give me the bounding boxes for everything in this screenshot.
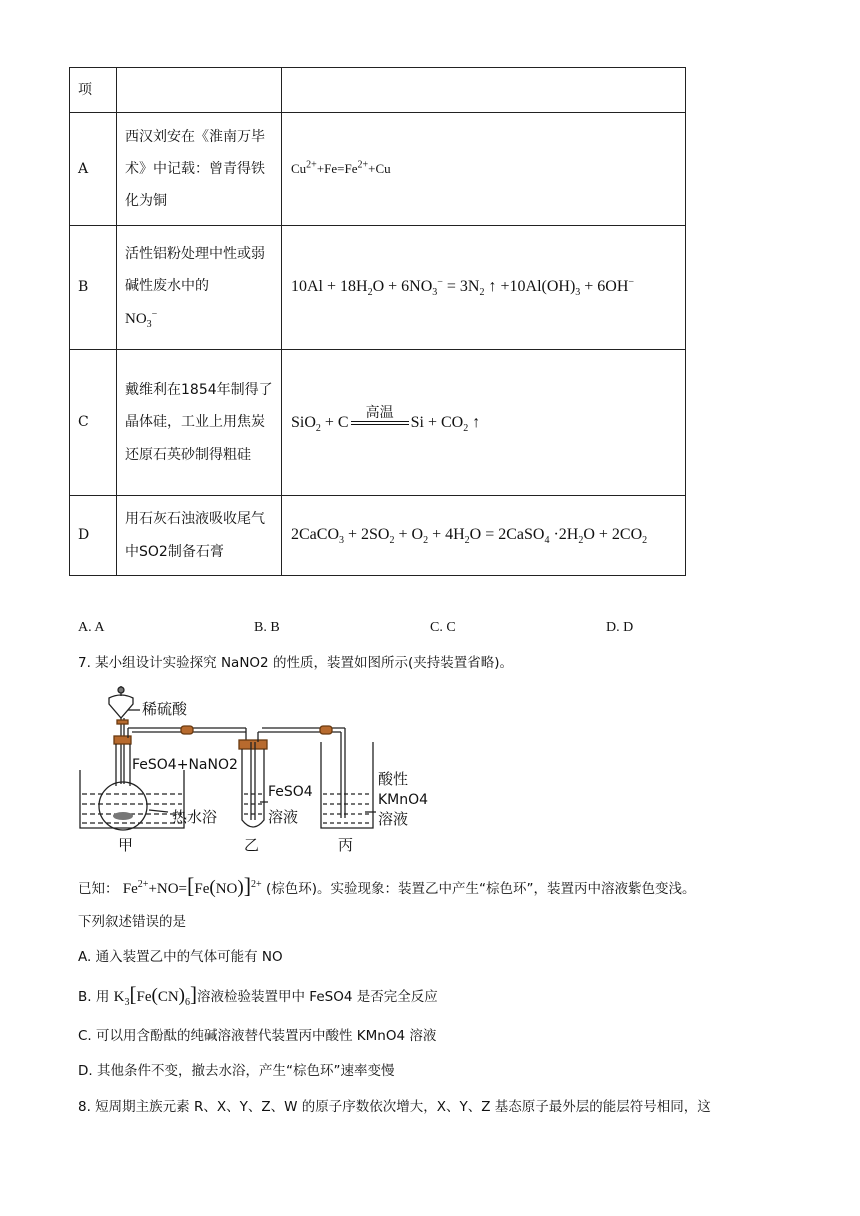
header-item-cell: 项 [70, 68, 117, 113]
table-row-b [70, 226, 686, 350]
known-suffix: (棕色环)。实验现象：装置乙中产生“棕色环”，装置丙中溶液紫色变浅。 [265, 881, 696, 897]
q7-option-b[interactable] [78, 982, 438, 1007]
row-b-label: B [70, 226, 117, 350]
option-b-suffix: 溶液检验装置甲中 FeSO4 是否完全反应 [197, 989, 438, 1005]
row-c-equation: SiO$_2$ + C 高温 $Si + CO_2$ ↑ [282, 350, 686, 496]
q7-known [78, 873, 695, 899]
option-b-prefix: B. 用 [78, 989, 110, 1005]
row-a-desc: 西汉刘安在《淮南万毕术》中记载：曾青得铁化为铜 [117, 113, 282, 226]
known-prefix: 已知： [78, 881, 119, 897]
header-equation-cell [282, 68, 686, 113]
q7-option-a[interactable]: A. 通入装置乙中的气体可能有 NO [78, 949, 283, 965]
flask-label: FeSO4+NaNO2 [132, 757, 238, 773]
table-header-row [70, 68, 686, 113]
known-equation: $Fe^{2+}+NO=[Fe(NO)]^{2+}$ [122, 873, 262, 898]
apparatus-figure [76, 684, 446, 856]
row-d-desc: 用石灰石浊液吸收尾气中SO2制备石膏 [117, 496, 282, 576]
row-c-label: C [70, 350, 117, 496]
row-b-equation: $10Al + 18H_2O + 6NO_3^- = 3N_2$ ↑ $+10Al(OH)_3 + 6OH^-$ [282, 226, 686, 350]
tube-label-2: 溶液 [268, 808, 299, 826]
q6-option-b[interactable]: B. B [254, 620, 280, 635]
label-bing: 丙 [338, 836, 354, 854]
bath-label: 热水浴 [172, 808, 218, 826]
label-jia: 甲 [118, 836, 134, 854]
q6-option-c[interactable]: C. C [430, 620, 456, 635]
option-b-formula: $K_3[Fe(CN)_6]$ [113, 982, 197, 1008]
question-6-table [69, 67, 686, 576]
row-d-label: D [70, 496, 117, 576]
tube-label-1: FeSO4 [268, 784, 313, 800]
q7-option-c[interactable]: C. 可以用含酚酞的纯碱溶液替代装置丙中酸性 KMnO4 溶液 [78, 1028, 437, 1044]
q7-stem: 7. 某小组设计实验探究 NaNO2 的性质，装置如图所示(夹持装置省略)。 [78, 655, 513, 671]
table-row-c [70, 350, 686, 496]
q6-option-d[interactable]: D. D [606, 620, 634, 635]
beaker-label-2: KMnO4 [378, 792, 429, 808]
row-b-desc [117, 226, 282, 350]
table-row-d [70, 496, 686, 576]
q7-ask: 下列叙述错误的是 [78, 914, 186, 930]
funnel-label: 稀硫酸 [142, 700, 188, 718]
q8-stem: 8. 短周期主族元素 R、X、Y、Z、W 的原子序数依次增大，X、Y、Z 基态原子最外层的能层符号相同，这 [78, 1099, 711, 1115]
q6-option-a[interactable]: A. A [78, 620, 105, 635]
beaker-label-3: 溶液 [378, 810, 409, 828]
reaction-condition: 高温 [349, 405, 411, 441]
q7-option-d[interactable]: D. 其他条件不变，撤去水浴，产生“棕色环”速率变慢 [78, 1063, 395, 1079]
row-c-desc: 戴维利在1854年制得了晶体硅，工业上用焦炭还原石英砂制得粗硅 [117, 350, 282, 496]
beaker-label-1: 酸性 [378, 770, 409, 788]
row-b-desc-text: 活性铝粉处理中性或弱碱性废水中的 [125, 246, 265, 295]
row-b-desc-formula: $NO_3^-$ [125, 309, 158, 331]
label-yi: 乙 [244, 836, 260, 854]
row-d-equation: 2CaCO$_3$ + $2SO_2 + O_2 + 4H_2O$ = 2CaSO$_4$ $\cdot 2H_2O + 2CO_2$ [282, 496, 686, 576]
table-row-a [70, 113, 686, 226]
row-a-label: A [70, 113, 117, 226]
header-desc-cell [117, 68, 282, 113]
row-a-equation: $Cu^{2+}+Fe=Fe^{2+}+Cu$ [282, 113, 686, 226]
